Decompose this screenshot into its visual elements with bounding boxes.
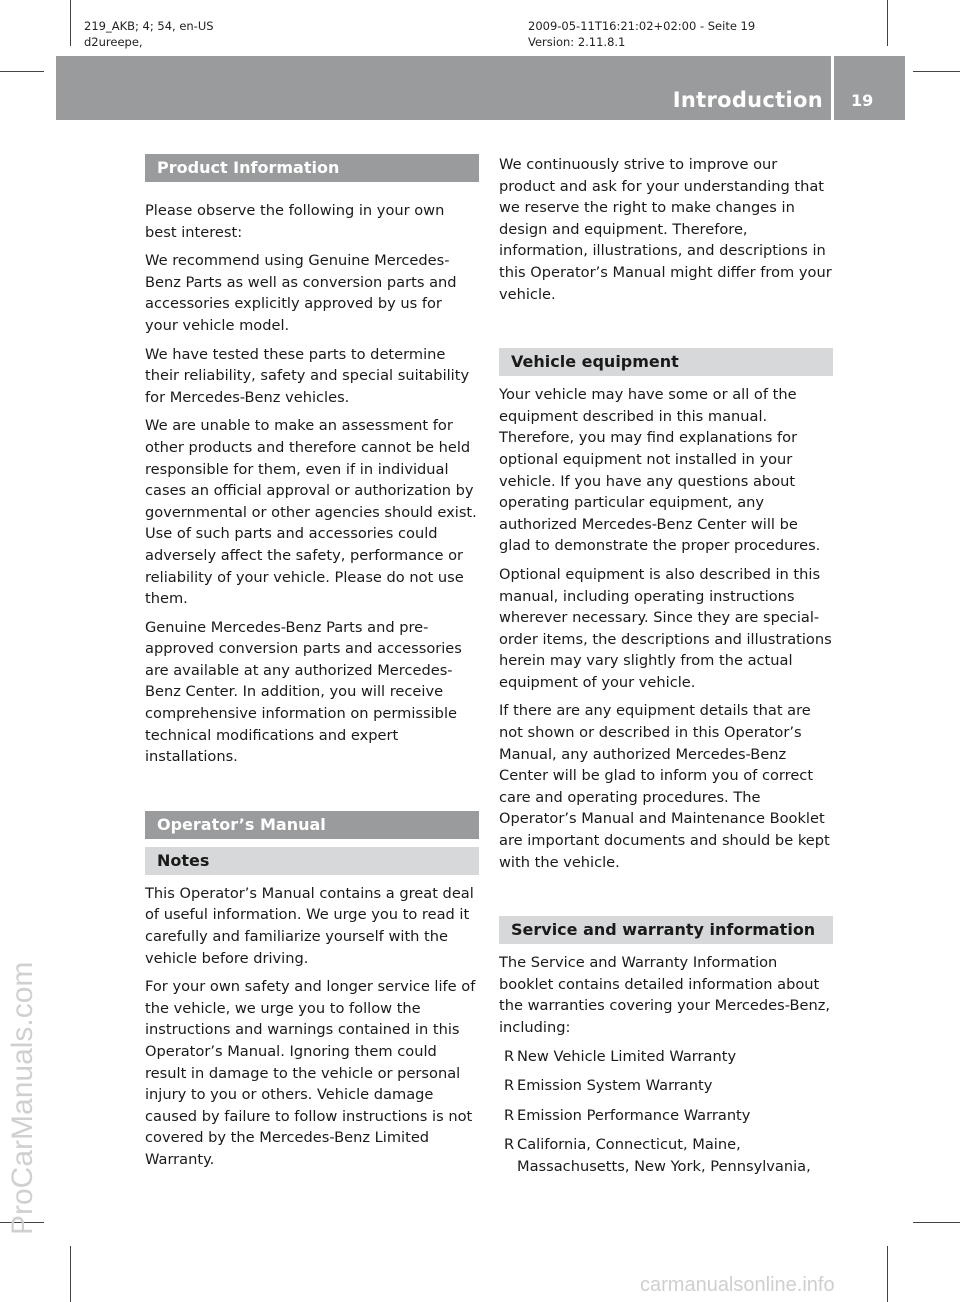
crop-mark-bottom-right-h xyxy=(913,1222,960,1223)
service-warranty-p1: The Service and Warranty Information booklet contains detailed information about the warranties covering your Mercedes-Benz, including: xyxy=(499,954,831,1036)
left-column xyxy=(145,154,479,1178)
right-column xyxy=(499,154,833,1186)
print-meta-right xyxy=(528,18,755,50)
list-item xyxy=(499,1105,833,1127)
list-item xyxy=(499,1075,833,1097)
crop-mark-bottom-right-v xyxy=(887,1246,888,1302)
notes-p2: For your own safety and longer service life of the vehicle, we urge you to follow the instructions and warnings contained in this Operator’s Manual. Ignoring them could result in damage to the vehicle or personal injury to you or others. Vehicle damage caused by failure to follow instructions is not covered by the Mercedes-Benz Limited Warranty. xyxy=(145,978,476,1168)
product-info-p3: We have tested these parts to determine their reliability, safety and special suitability for Mercedes-Benz vehicles. xyxy=(145,345,470,406)
bullet-mark: R xyxy=(504,1047,515,1065)
header-separator xyxy=(831,56,834,120)
meta-version: Version: 2.11.8.1 xyxy=(528,35,626,49)
meta-timestamp: 2009-05-11T16:21:02+02:00 - Seite 19 xyxy=(528,19,756,33)
heading-product-information: Product Information xyxy=(145,154,479,182)
bullet-mark: R xyxy=(504,1106,515,1124)
notes-p1: This Operator’s Manual contains a great deal of useful information. We urge you to read it carefully and familiarize yourself with the vehicle before driving. xyxy=(145,884,474,967)
crop-mark-bottom-left-v xyxy=(70,1246,71,1302)
heading-operators-manual: Operator’s Manual xyxy=(145,811,479,839)
section-title: Introduction xyxy=(672,88,823,112)
page-number: 19 xyxy=(851,91,874,110)
crop-mark-top-right-v xyxy=(887,0,888,46)
crop-mark-top-left-h xyxy=(0,71,44,72)
warranty-list xyxy=(499,1046,833,1178)
list-item-text: Emission System Warranty xyxy=(517,1077,713,1095)
watermark-text: ProCarManuals.com xyxy=(6,961,39,1235)
spacer xyxy=(145,775,479,811)
crop-mark-top-right-h xyxy=(913,71,960,72)
spacer xyxy=(499,312,833,348)
vehicle-equipment-p3: If there are any equipment details that are not shown or described in this Operator’s Manual, any authorized Mercedes-Benz Center will be glad to inform you of correct care and operating procedures. The Operator’s Manual and Maintenance Booklet are important documents and should be kept with the vehicle. xyxy=(499,702,830,871)
list-item-text: Emission Performance Warranty xyxy=(517,1106,751,1124)
product-info-p5: Genuine Mercedes-Benz Parts and pre-approved conversion parts and accessories are available at any authorized Mercedes-Benz Center. In addition, you will receive comprehensive information on permissible technical modifications and expert installations. xyxy=(145,618,462,766)
meta-user: d2ureepe, xyxy=(84,35,143,49)
heading-vehicle-equipment: Vehicle equipment xyxy=(499,348,833,376)
vehicle-equipment-p2: Optional equipment is also described in this manual, including operating instructions wherever necessary. Since they are special-order items, the descriptions and illustrations herein may vary slightly from the actual equipment of your vehicle. xyxy=(499,565,832,691)
crop-mark-top-left-v xyxy=(70,0,71,46)
bullet-mark: R xyxy=(504,1136,515,1154)
list-item xyxy=(499,1046,833,1068)
bullet-mark: R xyxy=(504,1077,515,1095)
vehicle-equipment-p1: Your vehicle may have some or all of the equipment described in this manual. Therefore, you may find explanations for optional equipment not installed in your vehicle. If you have any questions about operating particular equipment, any authorized Mercedes-Benz Center will be glad to demonstrate the proper procedures. xyxy=(499,386,821,555)
meta-job-id: 219_AKB; 4; 54, en-US xyxy=(84,19,214,33)
list-item-text: New Vehicle Limited Warranty xyxy=(517,1047,737,1065)
list-item xyxy=(499,1134,833,1177)
product-info-p4: We are unable to make an assessment for other products and therefore cannot be held responsible for them, even if in individual cases an official approval or authorization by governmental or other agencies should exist. Use of such parts and accessories could adversely affect the safety, performance or reliability of your vehicle. Please do not use them. xyxy=(145,417,477,608)
spacer xyxy=(499,880,833,916)
product-info-p1: Please observe the following in your own best interest: xyxy=(145,202,445,241)
watermark xyxy=(6,961,50,1235)
intro-paragraph: We continuously strive to improve our product and ask for your understanding that we reserve the right to make changes in design and equipment. Therefore, information, illustrations, and descriptions in this Operator’s Manual might differ from your vehicle. xyxy=(499,156,832,303)
list-item-text: California, Connecticut, Maine, Massachusetts, New York, Pennsylvania, xyxy=(517,1136,811,1175)
heading-notes: Notes xyxy=(145,847,479,875)
footer-watermark: carmanualsonline.info xyxy=(640,1274,835,1296)
product-info-p2: We recommend using Genuine Mercedes-Benz Parts as well as conversion parts and accessories explicitly approved by us for your vehicle model. xyxy=(145,252,457,334)
print-meta-left xyxy=(84,18,214,50)
heading-service-warranty: Service and warranty information xyxy=(499,916,833,944)
